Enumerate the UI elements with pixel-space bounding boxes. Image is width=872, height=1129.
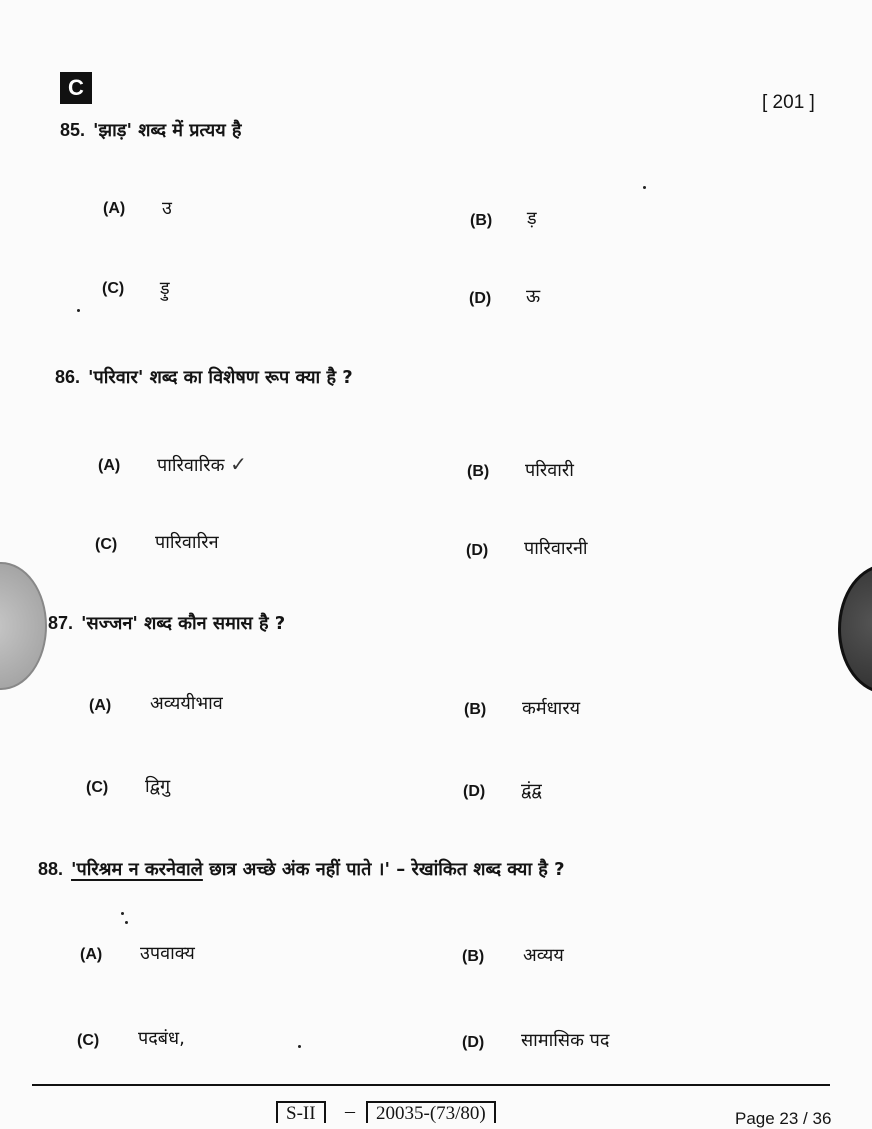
option-85-b	[470, 210, 492, 230]
option-86-a-text	[157, 452, 247, 477]
option-88-c-text: पदबंध,	[138, 1028, 185, 1049]
option-87-d-text: द्वंद्व	[521, 780, 542, 801]
option-label: (B)	[467, 463, 490, 480]
option-87-d	[463, 781, 485, 801]
option-86-d	[466, 540, 488, 560]
option-label: (A)	[103, 200, 126, 217]
footer-page-number: Page 23 / 36	[735, 1109, 832, 1128]
option-label: (C)	[102, 280, 125, 297]
question-number: 86.	[55, 367, 81, 387]
question-text: छात्र अच्छे अंक नहीं पाते ।' – रेखांकित शब्द क्या है ?	[202, 859, 565, 880]
question-85	[60, 118, 241, 142]
option-86-b	[467, 461, 489, 481]
footer-series-box: S-II	[276, 1101, 326, 1123]
ink-speck	[121, 912, 124, 915]
option-label: (C)	[86, 779, 109, 796]
question-text: 'सज्जन' शब्द कौन समास है ?	[81, 613, 286, 634]
binder-hole-left	[0, 562, 47, 690]
option-text: पारिवारिक	[157, 455, 225, 476]
underlined-phrase: 'परिश्रम न करनेवाले	[71, 859, 203, 880]
binder-hole-right	[838, 564, 872, 694]
option-85-d	[469, 288, 491, 308]
option-86-a	[98, 455, 120, 475]
option-87-b	[464, 699, 486, 719]
footer-code-box: 20035-(73/80)	[366, 1101, 496, 1123]
option-88-d-text: सामासिक पद	[521, 1030, 610, 1051]
option-88-d	[462, 1032, 484, 1052]
ink-speck	[643, 186, 646, 189]
set-code-badge: C	[60, 72, 92, 104]
option-87-c-text: द्विगु	[145, 776, 171, 797]
option-85-b-text: ड़	[527, 208, 537, 229]
option-86-b-text: परिवारी	[525, 460, 574, 481]
footer-rule	[32, 1084, 830, 1086]
question-88	[38, 857, 565, 881]
option-label: (D)	[469, 290, 492, 307]
ink-speck	[298, 1045, 301, 1048]
option-label: (C)	[77, 1032, 100, 1049]
option-87-b-text: कर्मधारय	[522, 698, 581, 719]
option-label: (A)	[98, 457, 121, 474]
option-87-c	[86, 777, 108, 797]
tick-mark-icon: ✓	[230, 452, 247, 476]
question-text: 'परिवार' शब्द का विशेषण रूप क्या है ?	[88, 367, 353, 388]
option-label: (A)	[89, 697, 112, 714]
option-label: (C)	[95, 536, 118, 553]
option-88-b	[462, 946, 484, 966]
option-86-d-text: पारिवारनी	[524, 538, 588, 559]
footer-dash: –	[345, 1100, 355, 1122]
option-88-c	[77, 1030, 99, 1050]
question-86	[55, 365, 353, 389]
option-85-c-text: ड़ु	[160, 278, 170, 299]
option-label: (D)	[466, 542, 489, 559]
option-label: (D)	[463, 783, 486, 800]
option-label: (B)	[464, 701, 487, 718]
option-86-c	[95, 534, 117, 554]
option-88-a	[80, 944, 102, 964]
option-label: (B)	[462, 948, 485, 965]
question-number: 88.	[38, 859, 64, 879]
question-number: 85.	[60, 120, 86, 140]
option-86-c-text: पारिवारिन	[155, 532, 219, 553]
option-88-b-text: अव्यय	[523, 945, 564, 966]
ink-speck	[77, 309, 80, 312]
question-number: 87.	[48, 613, 74, 633]
option-label: (B)	[470, 212, 493, 229]
option-87-a	[89, 695, 111, 715]
option-label: (D)	[462, 1034, 485, 1051]
ink-speck	[125, 921, 128, 924]
question-text: 'झाड़' शब्द में प्रत्यय है	[93, 120, 242, 141]
page-code: [ 201 ]	[762, 92, 815, 113]
option-88-a-text: उपवाक्य	[140, 943, 195, 964]
option-85-d-text: ऊ	[526, 286, 541, 307]
option-87-a-text: अव्ययीभाव	[150, 693, 223, 714]
option-85-a	[103, 198, 125, 218]
question-87	[48, 611, 285, 635]
option-label: (A)	[80, 946, 103, 963]
option-85-a-text: उ	[162, 198, 172, 219]
option-85-c	[102, 278, 124, 298]
